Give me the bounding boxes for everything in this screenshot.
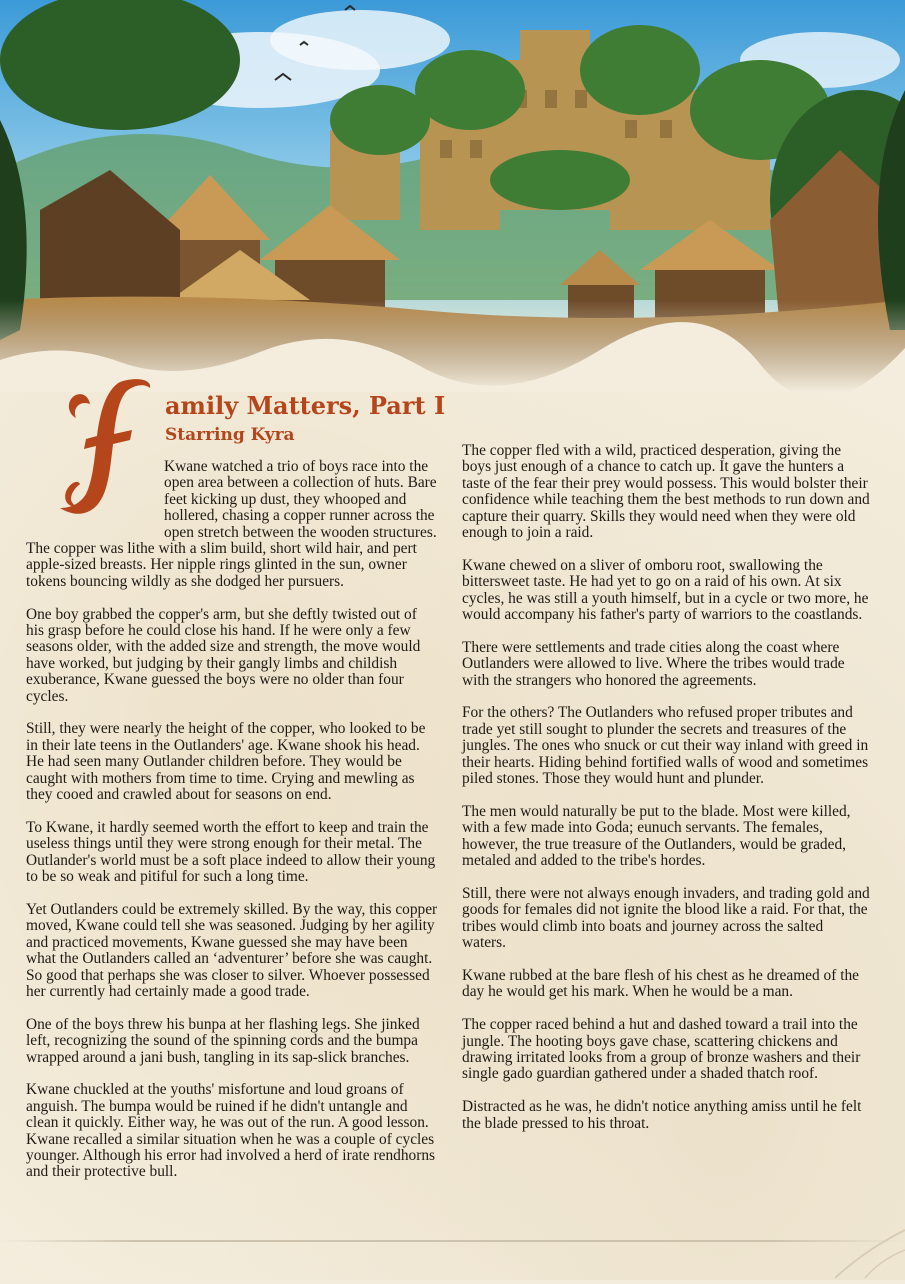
paragraph: Still, they were nearly the height of the copper, who looked to be in their late teens in the Outlanders' age. Kwane shook his head. He had seen many Outlander children before. They would be caught with mothers from time to time. Crying and mewling as they cooed and crawled about for seasons on end. xyxy=(26,720,426,804)
paragraph: There were settlements and trade cities along the coast where Outlanders were allowed to live. Where the tribes would trade with the strangers who honored the agreements. xyxy=(462,638,845,689)
paragraph: The copper raced behind a hut and dashed toward a trail into the jungle. The hooting boys gave chase, scattering chickens and drawing irritated looks from a group of bronze washers and their single gado guardian gathered under a shaded thatch roof. xyxy=(462,1016,861,1083)
dropcap-spacer xyxy=(26,459,164,525)
paragraph: One of the boys threw his bunpa at her flashing legs. She jinked left, recognizing the sound of the spinning cords and the bumpa wrapped around a jani bush, tangling in its sap-slick branches. xyxy=(26,1015,420,1066)
paragraph: Kwane chuckled at the youths' misfortune and loud groans of anguish. The bumpa would be ruined if he didn't untangle and clean it quickly. Either way, he was out of the run. A good lesson. Kwane recalled a similar situation when he was a couple of cycles younger. Although his error had involved a herd of irate rendhorns and their protective bull. xyxy=(26,1081,436,1181)
paragraph: Distracted as he was, he didn't notice anything amiss until he felt the blade pressed to his throat. xyxy=(462,1098,862,1132)
jungle-village-illustration xyxy=(0,0,905,392)
paragraph: To Kwane, it hardly seemed worth the effort to keep and train the useless things until they were strong enough for their metal. The Outlander's world must be a soft place indeed to allow their young to be so weak and pitiful for such a long time. xyxy=(26,818,436,886)
paragraph: One boy grabbed the copper's arm, but she deftly twisted out of his grasp before he could close his hand. If he were only a few seasons older, with the added size and strength, the move would have worked, but judging by their gangly limbs and childish exuberance, Kwane guessed the boys were no older than four cycles. xyxy=(26,605,421,705)
paragraph: Kwane watched a trio of boys race into the open area between a collection of huts. Bare feet kicking up dust, they whooped and hollered, chasing a copper runner across the open stretch between the wooden structures. The copper was lithe with a slim build, short wild hair, and pert apple-sized breasts. Her nipple rings glinted in the sun, owner tokens bouncing wildly as she dodged her pursuers. xyxy=(26,458,437,590)
paragraph: Kwane chewed on a sliver of omboru root, swallowing the bittersweet taste. He had yet to go on a raid of his own. At six cycles, he was still a youth himself, but in a cycle or two more, he would accompany his father's party of warriors to the coastlands. xyxy=(462,556,869,624)
paragraph: Kwane rubbed at the bare flesh of his chest as he dreamed of the day he would get his mark. When he would be a man. xyxy=(462,966,860,1001)
chapter-title: amily Matters, Part I xyxy=(165,391,446,420)
paragraph: The copper fled with a wild, practiced desperation, giving the boys just enough of a chance to catch up. It gave the hunters a taste of the fear their prey would possess. This would bolster their confidence while teaching them the best methods to run down and capture their quarry. Skills they would need when they were old enough to join a raid. xyxy=(462,442,870,542)
left-text-column xyxy=(26,459,438,1197)
chapter-subtitle: Starring Kyra xyxy=(165,425,295,445)
paragraph: The men would naturally be put to the blade. Most were killed, with a few made into Goda; eunuch servants. The females, however, the true treasure of the Outlanders, would be graded, metaled and added to the tribe's hordes. xyxy=(462,802,851,870)
paragraph: Still, there were not always enough invaders, and trading gold and goods for females did not ignite the blood like a raid. For that, the tribes would climb into boats and journey across the salted waters. xyxy=(462,884,870,952)
right-text-column xyxy=(462,443,870,1148)
paragraph: Yet Outlanders could be extremely skilled. By the way, this copper moved, Kwane could tell she was seasoned. Judging by her agility and practiced movements, Kwane guessed she may have been what the Outlanders called an ‘adventurer’ before she was caught. So good that perhaps she was closer to silver. Whoever possessed her currently had certainly made a good trade. xyxy=(26,900,438,1000)
paragraph: For the others? The Outlanders who refused proper tributes and trade yet still sought to plunder the secrets and treasures of the jungles. The ones who snuck or cut their way inland with greed in their hearts. Hiding behind fortified walls of wood and sometimes piled stones. Those they would hunt and plunder. xyxy=(462,704,869,788)
corner-flourish-icon xyxy=(825,1220,905,1280)
footer-divider xyxy=(0,1240,905,1242)
chapter-heading xyxy=(165,390,445,446)
